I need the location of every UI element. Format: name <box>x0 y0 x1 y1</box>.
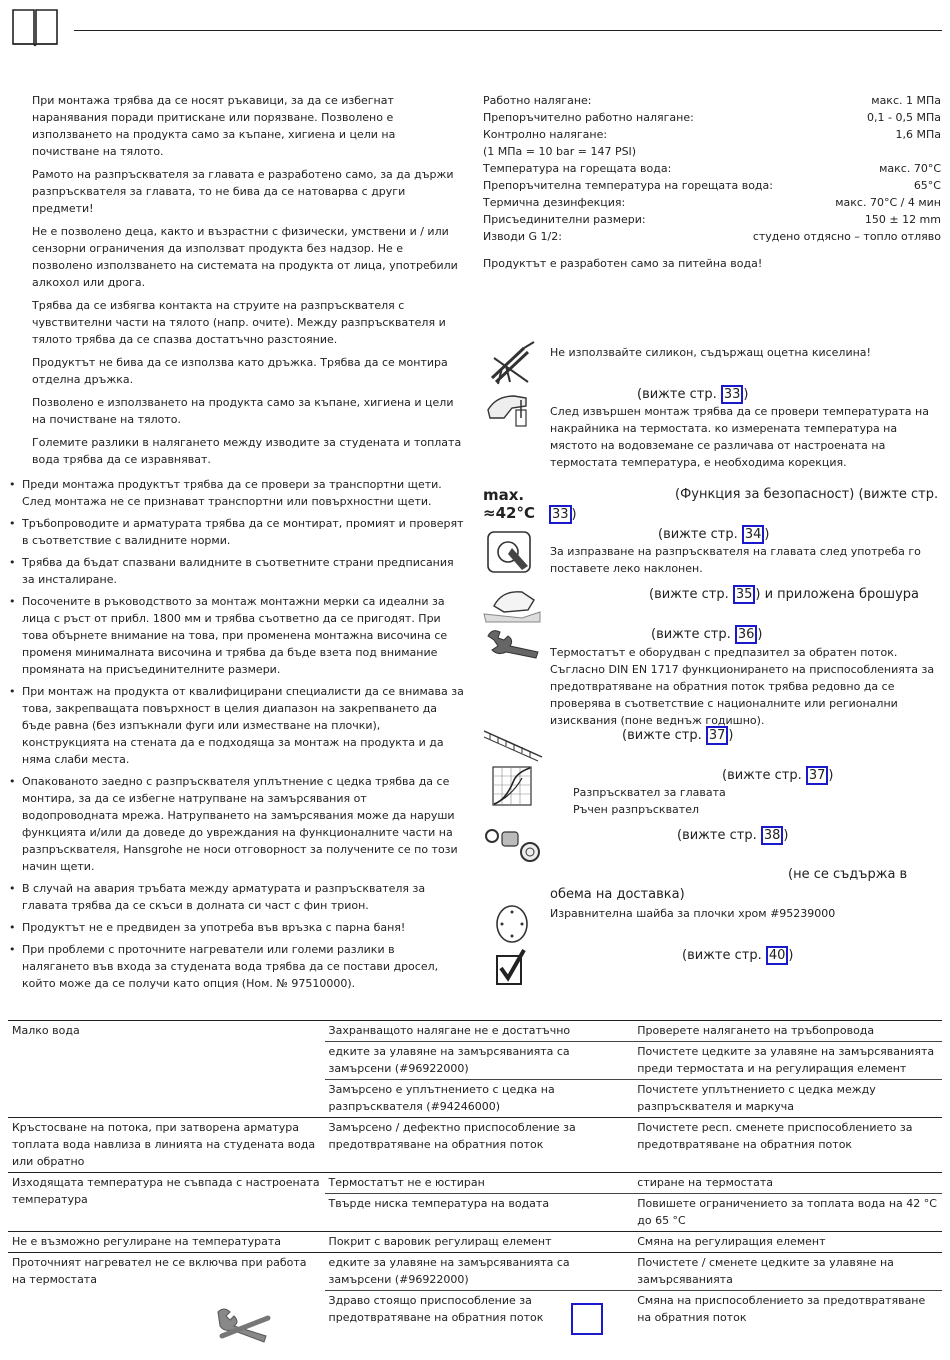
safety-paragraph: Не е позволено деца, както и възрастни с физически, умствени и / или сензорни ограничения да използват продукта без надзор. Не е позволено използването на системата на продукта от лица, употребили алкохол или дрога. <box>32 225 458 289</box>
spec-label: Изводи G 1/2: <box>483 230 562 243</box>
ref-text: (вижте стр. <box>651 627 731 642</box>
spec-row <box>483 160 941 177</box>
fix-cell: Проверете налягането на тръбопровода <box>633 1021 942 1042</box>
ref-close: ) <box>828 768 834 783</box>
safety-paragraph: Рамото на разпръсквателя за главата е разработено само, за да държи разпръсквателя за главата, то не бива да се натоварва с други предмети! <box>32 168 454 215</box>
table-row <box>8 1232 942 1253</box>
spec-row <box>483 228 941 245</box>
table-row <box>8 1253 942 1291</box>
drinking-water-note: Продуктът е разработен само за питейна вода! <box>483 257 763 270</box>
wrench-icon <box>484 626 542 660</box>
spec-label: Термична дезинфекция: <box>483 196 626 209</box>
spec-row <box>483 211 941 228</box>
ref-close: ) <box>783 828 789 843</box>
spec-label: Препоръчително работно налягане: <box>483 111 694 124</box>
fix-cell: Почистете респ. сменете приспособлението за предотвратяване на обратния поток <box>633 1118 942 1173</box>
spec-row <box>483 194 941 211</box>
safety-paragraph: Продуктът не бива да се използва като дръжка. Трябва да се монтира отделна дръжка. <box>32 356 448 386</box>
cause-cell: Замърсено / дефектно приспособление за предотвратяване на обратния поток <box>325 1118 634 1173</box>
ref-text: (вижте стр. <box>658 527 738 542</box>
problem-cell: Кръстосване на потока, при затворена арматура топлата вода навлиза в линията на студената вода или обратно <box>8 1118 325 1173</box>
spec-value: 65°C <box>913 179 941 192</box>
parts-ref <box>677 826 788 845</box>
spec-row <box>483 92 941 109</box>
safety-function-ref-2 <box>549 505 577 524</box>
page-link-37a[interactable]: 37 <box>706 726 729 745</box>
flow-ref <box>722 766 833 785</box>
not-included-2: обема на доставка) <box>550 887 685 902</box>
page-link-33b[interactable]: 33 <box>549 505 572 524</box>
problem-cell: Проточният нагревател не се включва при работа на термостата <box>8 1253 325 1329</box>
ref-close: ) <box>743 387 749 402</box>
max-temp-label <box>483 486 535 522</box>
flow-diagram-icon <box>492 766 532 806</box>
brochure-text: ) и приложена брошура <box>755 587 919 602</box>
head-shower-label: Разпръсквател за главата <box>573 786 726 799</box>
fix-cell: Смяна на регулиращия елемент <box>633 1232 942 1253</box>
checkmark-icon <box>494 948 528 986</box>
page-link-38[interactable]: 38 <box>761 826 784 845</box>
fix-cell: Смяна на приспособлението за предотвратяване на обратния поток <box>633 1291 942 1329</box>
table-row <box>8 1118 942 1173</box>
list-item: • Опакованото заедно с разпръсквателя уплътнение с цедка трябва да се монтира, за да се избегне натрупване на замърсявания от водопроводната мрежа. Натрупването на замърсявания може да наруши функцията и/или да доведе до увреждания на функционалните части на разпръсквателя, Hansgrohe не носи отговорност за получените се по този начин щети. <box>9 773 464 875</box>
page-link-34[interactable]: 34 <box>742 525 765 544</box>
cause-cell: Замърсено е уплътнението с цедка на разпръсквателя (#94246000) <box>325 1080 634 1118</box>
cleaning-ref <box>649 585 919 604</box>
safety-function-ref <box>675 486 938 503</box>
ref-text: (вижте стр. <box>649 587 729 602</box>
tilt-ref <box>658 525 769 544</box>
spec-label: Контролно налягане: <box>483 128 608 141</box>
specs-table <box>483 92 941 272</box>
backflow-text: Термостатът е оборудван с предпазител за обратен поток. Съгласно DIN EN 1717 функционирането на приспособленията за предотвратяване на обратния поток трябва редовно да се проверява в съответствие с националните или регионални изисквания (поне веднъж годишно). <box>550 646 935 727</box>
cause-cell: Захранващото налягане не е достатъчно <box>325 1021 634 1042</box>
list-item: • При проблеми с проточните нагреватели или големи разлики в налягането във входа за студената вода трябва да се постави дросел, който може да се получи като опция (Ном. № 97510000). <box>9 941 464 992</box>
list-item: • Посочените в ръководството за монтаж монтажни мерки са идеални за лица с ръст от прибл. 1800 мм и трябва съответно да се пригодят. При това обърнете внимание на това, при променена монтажна височина се променя минималната височина и трябва да бъде взета под внимание промяната на присъединителните размери. <box>9 593 464 678</box>
shower-tilt-icon <box>484 528 538 576</box>
troubleshooting-table <box>8 1020 942 1328</box>
ref-text: (вижте стр. <box>677 828 757 843</box>
header-rule <box>74 30 942 31</box>
tools-icon <box>214 1306 274 1346</box>
problem-cell: Не е възможно регулиране на температурата <box>8 1232 325 1253</box>
cause-cell: Твърде ниска температура на водата <box>325 1194 634 1232</box>
washer-text: Изравнителна шайба за плочки хром #95239000 <box>550 907 836 920</box>
list-item: • В случай на авария тръбата между арматурата и разпръсквателя за главата трябва да се скъси в долната си част с фин трион. <box>9 880 464 914</box>
backflow-ref <box>651 625 762 644</box>
dimensions-icon <box>482 727 544 763</box>
spec-value: 1,6 МПа <box>895 128 941 141</box>
page-link-33[interactable]: 33 <box>721 385 744 404</box>
ref-close: ) <box>728 728 734 743</box>
parts-icon <box>484 824 542 864</box>
page-link-36[interactable]: 36 <box>735 625 758 644</box>
ref-close: ) <box>764 527 770 542</box>
table-row <box>8 1173 942 1194</box>
page-nav-box[interactable] <box>571 1303 603 1335</box>
problem-cell: Изходящата температура не съвпада с настроената температура <box>8 1173 325 1232</box>
ref-text: (вижте стр. <box>637 387 717 402</box>
safety-paragraph: Позволено е използването на продукта само за къпане, хигиена и цели на почистване на тялото. <box>32 396 454 426</box>
not-included-1: (не се съдържа в <box>788 867 908 882</box>
ref-text: (вижте стр. <box>622 728 702 743</box>
ref-text: (вижте стр. <box>722 768 802 783</box>
fix-cell: Повишете ограничението за топлата вода на 42 °C до 65 °C <box>633 1194 942 1232</box>
spec-value: 0,1 - 0,5 МПа <box>867 111 941 124</box>
list-item: • Тръбопроводите и арматурата трябва да се монтират, промият и проверят в съответствие с валидните норми. <box>9 515 464 549</box>
spec-row <box>483 177 941 194</box>
tilt-text: За изпразване на разпръсквателя на главата след употреба го поставете леко наклонен. <box>550 545 921 575</box>
ref-close: ) <box>571 507 577 522</box>
spec-label: Работно налягане: <box>483 94 592 107</box>
fix-cell: Почистете цедките за улавяне на замърсяванията преди термостата и на регулиращия елемент <box>633 1042 942 1080</box>
silicone-warning: Не използвайте силикон, съдържащ оцетна киселина! <box>550 346 871 359</box>
page-link-40[interactable]: 40 <box>766 946 789 965</box>
ref-text: (вижте стр. <box>682 948 762 963</box>
spec-row <box>483 143 941 160</box>
spec-row <box>483 109 941 126</box>
spec-value: студено отдясно – топло отляво <box>752 230 941 243</box>
cause-cell: Термостатът не е юстиран <box>325 1173 634 1194</box>
silicone-gun-icon <box>488 338 538 386</box>
ref-close: ) <box>788 948 794 963</box>
temp-check-ref <box>637 385 748 404</box>
temp-label: ≈42°C <box>483 504 535 522</box>
cause-cell: едките за улавяне на замърсяванията са замърсени (#96922000) <box>325 1042 634 1080</box>
page-link-37b[interactable]: 37 <box>806 766 829 785</box>
final-ref <box>682 946 793 965</box>
spec-value: макс. 70°C <box>879 162 941 175</box>
table-row <box>8 1021 942 1042</box>
spec-row <box>483 126 941 143</box>
spec-value: макс. 1 МПа <box>871 94 941 107</box>
list-item: • При монтаж на продукта от квалифицирани специалисти да се внимава за това, закрепващата повърхност в целия диапазон на закрепването да бъде равна (без изпъкнали фуги или изместване на плочки), конструкцията на стената да е подходяща за монтаж на продукта и да няма слаби места. <box>9 683 464 768</box>
list-item: • Преди монтажа продуктът трябва да се провери за транспортни щети. След монтажа не се признават транспортни или повърхностни щети. <box>9 476 464 510</box>
safety-func-text: (Функция за безопасност) (вижте стр. <box>675 487 939 502</box>
safety-paragraph: При монтажа трябва да се носят ръкавици, за да се избегнат наранявания поради притискане или порязване. Позволено е използването на продукта само за къпане, хигиена и цели на почистване на тялото. <box>32 94 396 158</box>
cause-cell: Покрит с варовик регулиращ елемент <box>325 1232 634 1253</box>
page-link-35[interactable]: 35 <box>733 585 756 604</box>
fix-cell: Почистете уплътнението с цедка между разпръсквателя и маркуча <box>633 1080 942 1118</box>
hand-cleaning-icon <box>482 586 542 626</box>
hand-shower-label: Ръчен разпръсквател <box>573 803 700 816</box>
fix-cell: Почистете / сменете цедките за улавяне на замърсяванията <box>633 1253 942 1291</box>
fix-cell: стиране на термостата <box>633 1173 942 1194</box>
spec-label: Препоръчителна температура на горещата вода: <box>483 179 773 192</box>
spec-label: (1 МПа = 10 bar = 147 PSI) <box>483 145 637 158</box>
temp-check-text: След извършен монтаж трябва да се провери температурата на накрайника на термостата. ко измерената температура на мястото на водовземане се различава от настроената на термостата температура, е необходима корекция. <box>550 405 929 469</box>
ref-close: ) <box>757 627 763 642</box>
hand-thermometer-icon <box>486 388 536 428</box>
installation-section <box>9 476 464 997</box>
list-item: • Продуктът не е предвиден за употреба във връзка с парна баня! <box>9 919 464 936</box>
washer-icon <box>494 904 530 944</box>
installation-list <box>9 476 464 992</box>
safety-paragraph: Трябва да се избягва контакта на струите на разпръсквателя с чувствителни части на тялото (напр. очите). Между разпръсквателя и тялото трябва да се спазва достатъчно разстояние. <box>32 299 446 346</box>
spec-label: Температура на горещата вода: <box>483 162 672 175</box>
safety-paragraph: Големите разлики в налягането между изводите за студената и топлата вода трябва да се изравняват. <box>32 436 462 466</box>
spec-value: 150 ± 12 mm <box>864 213 941 226</box>
list-item: • Трябва да бъдат спазвани валидните в съответните страни предписания за инсталиране. <box>9 554 464 588</box>
max-label: max. <box>483 486 525 504</box>
cause-cell: Здраво стоящо приспособление за предотвратяване на обратния поток <box>325 1291 634 1329</box>
spec-value: макс. 70°C / 4 мин <box>835 196 941 209</box>
spec-label: Присъединителни размери: <box>483 213 646 226</box>
cause-cell: едките за улавяне на замърсяванията са замърсени (#96922000) <box>325 1253 634 1291</box>
problem-cell: Малко вода <box>8 1021 325 1118</box>
safety-section <box>32 92 464 474</box>
dimensions-ref <box>622 726 733 745</box>
book-icon <box>10 6 60 48</box>
